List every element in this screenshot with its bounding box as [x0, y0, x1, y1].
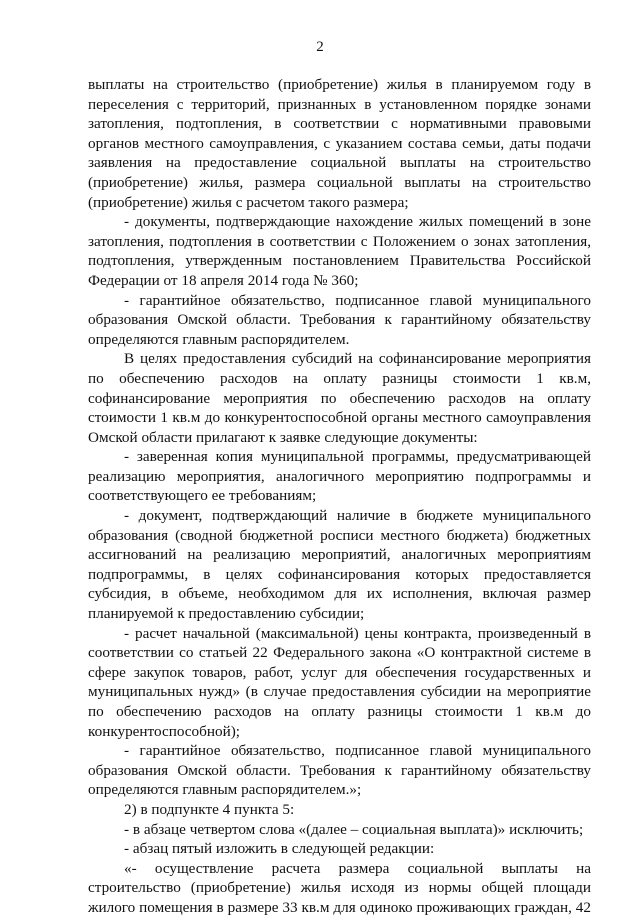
text-line: образования (сводной бюджетной росписи местного бюджета) бюджетных: [88, 526, 591, 544]
text-line: муниципальных нужд» (в случае предоставления субсидии на мероприятие: [88, 683, 591, 701]
text-line: переселения с территорий, признанных в установленном порядке зонами: [88, 95, 591, 113]
text-line: - заверенная копия муниципальной программы, предусматривающей: [124, 448, 591, 466]
text-line: - в абзаце четвертом слова «(далее – социальная выплата)» исключить;: [124, 820, 584, 838]
text-line: - расчет начальной (максимальной) цены контракта, произведенный в: [124, 624, 591, 642]
text-line: соответствии со статьей 22 Федерального закона «О контрактной системе в: [88, 644, 591, 662]
text-line: по обеспечению расходов на оплату разницы стоимости 1 кв.м,: [88, 369, 591, 387]
text-line: органов местного самоуправления, с указанием состава семьи, даты подачи: [88, 134, 591, 152]
text-line: реализацию мероприятия, аналогичного мероприятию подпрограммы и: [88, 467, 591, 485]
text-line: жилого помещения в размере 33 кв.м для одиноко проживающих граждан, 42: [88, 898, 591, 916]
text-line: - документ, подтверждающий наличие в бюджете муниципального: [124, 507, 591, 525]
text-line: образования Омской области. Требования к гарантийному обязательству: [88, 761, 591, 779]
text-line: - гарантийное обязательство, подписанное главой муниципального: [124, 291, 591, 309]
text-line: выплаты на строительство (приобретение) жилья в планируемом году в: [88, 76, 591, 93]
text-line: подпрограммы, в целях софинансирования которых предоставляется: [88, 565, 591, 583]
text-line: соответствующего ее требованиям;: [88, 487, 317, 505]
text-line: затопления, подтопления в соответствии с Положением о зонах затопления,: [88, 232, 591, 250]
text-line: 2) в подпункте 4 пункта 5:: [124, 800, 295, 818]
text-line: планируемой к предоставлению субсидии;: [88, 605, 365, 623]
text-line: субсидия, в объеме, необходимом для их исполнения, включая размер: [88, 585, 591, 603]
text-line: сфере закупок товаров, работ, услуг для обеспечения государственных и: [88, 663, 591, 681]
text-line: стоимости 1 кв.м до конкурентоспособной органы местного самоуправления: [88, 409, 591, 427]
text-line: определяются главным распорядителем.: [88, 330, 350, 348]
text-line: определяются главным распорядителем.»;: [88, 781, 362, 799]
text-line: софинансирование мероприятия по обеспечению расходов на оплату: [88, 389, 591, 407]
text-line: образования Омской области. Требования к гарантийному обязательству: [88, 311, 591, 329]
text-line: «- осуществление расчета размера социальной выплаты на: [124, 859, 591, 877]
text-line: Федерации от 18 апреля 2014 года № 360;: [88, 271, 359, 289]
text-line: - документы, подтверждающие нахождение жилых помещений в зоне: [124, 213, 591, 231]
text-line: затопления, подтопления, в соответствии с нормативными правовыми: [88, 115, 591, 133]
text-line: по обеспечению расходов на оплату разницы стоимости 1 кв.м до: [88, 703, 591, 720]
text-line: заявления на предоставление социальной выплаты на строительство: [88, 154, 591, 172]
text-line: подтопления, утвержденным постановлением Правительства Российской: [88, 252, 591, 270]
document-body: [88, 76, 591, 919]
text-line: В целях предоставления субсидий на софинансирование мероприятия: [124, 350, 591, 368]
text-line: Омской области прилагают к заявке следующие документы:: [88, 428, 478, 446]
text-line: (приобретение) жилья, размера социальной выплаты на строительство: [88, 173, 591, 191]
page-number: 2: [316, 39, 324, 55]
text-line: (приобретение) жилья с расчетом такого размера;: [88, 193, 409, 211]
text-line: строительство (приобретение) жилья исходя из нормы общей площади: [88, 879, 591, 897]
text-line: - абзац пятый изложить в следующей редакции:: [124, 840, 435, 858]
text-line: ассигнований на реализацию мероприятий, аналогичных мероприятиям: [88, 546, 591, 564]
text-line: - гарантийное обязательство, подписанное главой муниципального: [124, 742, 591, 760]
text-line: конкурентоспособной);: [88, 722, 240, 740]
